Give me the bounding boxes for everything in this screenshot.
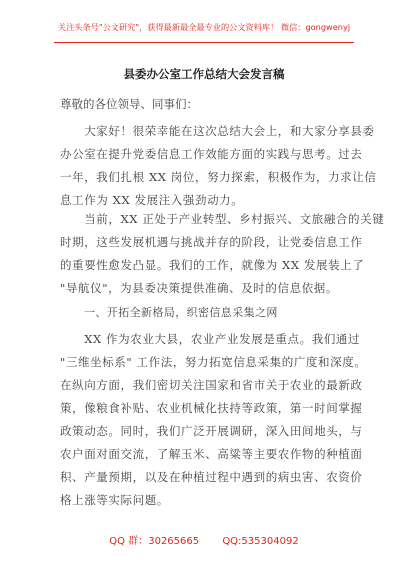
footer-qq: QQ:535304092 [222, 536, 299, 547]
paragraph-1 [60, 120, 377, 212]
paragraph-line: 当前，XX 正处于产业转型、乡村振兴、文旅融合的关键 [60, 212, 385, 226]
paragraph-2 [60, 208, 385, 300]
section-heading: 一、开拓全新格局，织密信息采集之网 [84, 306, 278, 319]
paragraph-line: 策，像粮食补贴、农业机械化扶持等政策，第一时间掌握 [60, 401, 363, 415]
paragraph-line: 积、产量预期，以及在种植过程中遇到的病虫害、农资价 [60, 470, 363, 484]
footer-contact [0, 532, 408, 547]
paragraph-3 [60, 328, 367, 512]
footer-qq-group: QQ 群：30265665 [109, 536, 200, 547]
paragraph-line: 农户面对面交流，了解玉米、高粱等主要农作物的种植面 [60, 447, 363, 461]
paragraph-line: 息工作为 XX 发展注入强劲动力。 [60, 193, 244, 207]
paragraph-line: 大家好！很荣幸能在这次总结大会上，和大家分享县委 [60, 124, 375, 138]
paragraph-line: 一年，我们扎根 XX 岗位，努力探索，积极作为，力求让信 [60, 170, 377, 184]
header-banner: 关注头条号"公文研究"，获得最新最全最专业的公文资料库！ 微信：gongwenyj [57, 22, 351, 32]
document-title: 县委办公室工作总结大会发言稿 [123, 67, 285, 81]
paragraph-line: 在纵向方面，我们密切关注国家和省市关于农业的最新政 [60, 378, 363, 392]
paragraph-line: 政策动态。同时，我们广泛开展调研，深入田间地头，与 [60, 424, 363, 438]
paragraph-line: XX 作为农业大县，农业产业发展是重点。我们通过 [60, 332, 361, 346]
paragraph-line: 办公室在提升党委信息工作效能方面的实践与思考。过去 [60, 147, 363, 161]
header-divider [54, 42, 354, 43]
paragraph-line: "导航仪"，为县委决策提供准确、及时的信息依据。 [60, 281, 338, 295]
salutation: 尊敬的各位领导、同事们： [60, 97, 198, 111]
paragraph-line: 时期，这些发展机遇与挑战并存的阶段，让党委信息工作 [60, 235, 363, 249]
paragraph-line: 格上涨等实际问题。 [60, 493, 169, 507]
paragraph-line: "三维坐标系" 工作法，努力拓宽信息采集的广度和深度。 [60, 355, 367, 369]
paragraph-line: 的重要性愈发凸显。我们的工作，就像为 XX 发展装上了 [60, 258, 365, 272]
